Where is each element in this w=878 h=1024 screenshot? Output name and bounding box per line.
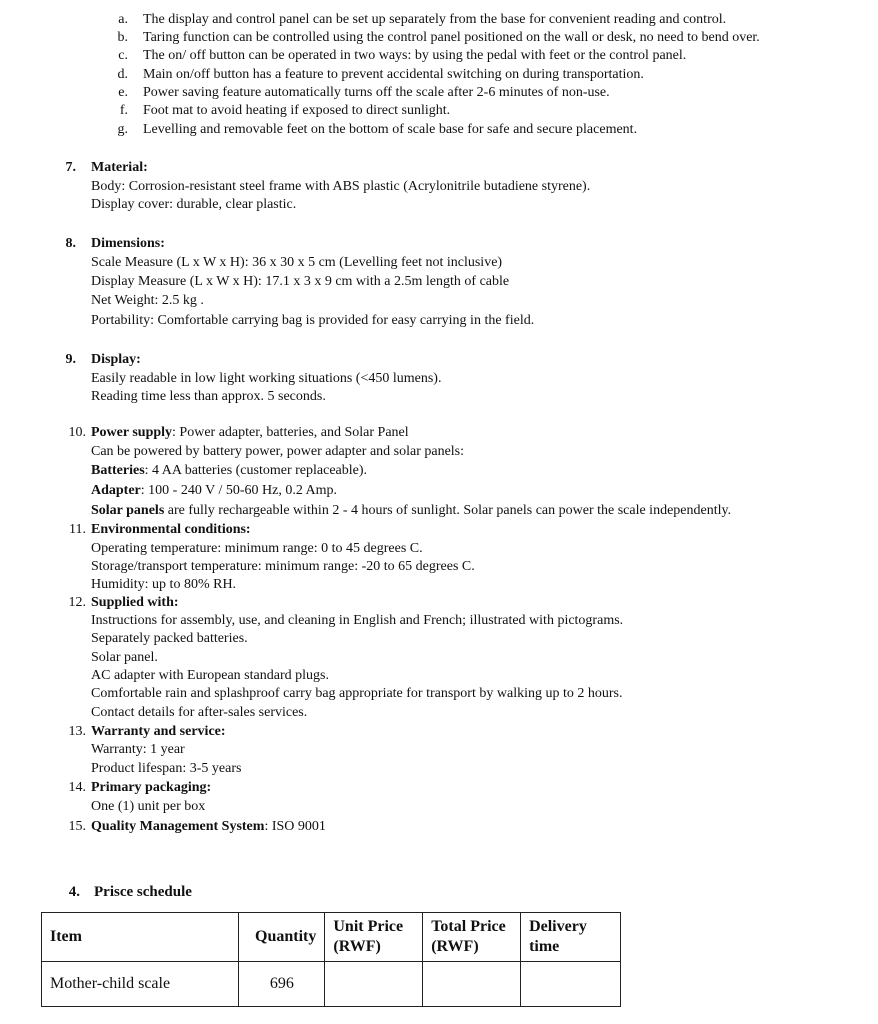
feature-text: Power saving feature automatically turns off the scale after 2-6 minutes of non-use. bbox=[143, 85, 610, 100]
section-line: Contact details for after-sales services. bbox=[91, 705, 308, 720]
adapter-text: : 100 - 240 V / 50-60 Hz, 0.2 Amp. bbox=[140, 483, 338, 498]
schedule-number: 4. bbox=[68, 884, 80, 900]
price-schedule-table bbox=[41, 912, 621, 1007]
header-total-price-line1: Total Price bbox=[431, 918, 506, 935]
section-title: Warranty and service: bbox=[91, 724, 226, 739]
section-line: Separately packed batteries. bbox=[91, 631, 248, 646]
header-quantity bbox=[239, 913, 325, 962]
section-title: Primary packaging: bbox=[91, 780, 212, 795]
header-quantity-label: Quantity bbox=[255, 928, 317, 945]
section-line: Storage/transport temperature: minimum range: -20 to 65 degrees C. bbox=[91, 559, 475, 574]
cell-delivery-time bbox=[521, 962, 621, 1007]
header-delivery-line1: Delivery bbox=[529, 918, 587, 935]
section-line: Display cover: durable, clear plastic. bbox=[91, 197, 297, 212]
section-title: Environmental conditions: bbox=[91, 522, 251, 537]
section-title-rest: : ISO 9001 bbox=[264, 819, 326, 834]
section-line bbox=[91, 482, 337, 500]
section-line: Reading time less than approx. 5 seconds. bbox=[91, 389, 326, 404]
header-delivery-line2: time bbox=[529, 938, 560, 955]
header-item-label: Item bbox=[50, 928, 82, 945]
section-line bbox=[91, 502, 731, 520]
label-adapter: Adapter bbox=[91, 483, 141, 498]
section-line: Instructions for assembly, use, and cleaning in English and French; illustrated with pictograms. bbox=[91, 613, 624, 628]
section-line: Easily readable in low light working situations (<450 lumens). bbox=[91, 371, 442, 386]
header-total-price-line2: (RWF) bbox=[431, 938, 479, 955]
section-title-rest: : Power adapter, batteries, and Solar Panel bbox=[172, 425, 409, 440]
section-number: 9. bbox=[65, 352, 76, 367]
header-unit-price-line2: (RWF) bbox=[333, 938, 381, 955]
feature-text: The display and control panel can be set up separately from the base for convenient reading and control. bbox=[143, 12, 727, 27]
table-row bbox=[42, 962, 621, 1007]
header-unit-price bbox=[325, 913, 423, 962]
batteries-text: : 4 AA batteries (customer replaceable). bbox=[144, 463, 368, 478]
label-solar-panels: Solar panels bbox=[91, 503, 165, 518]
solar-panels-text: are fully rechargeable within 2 - 4 hours of sunlight. Solar panels can power the scale independently. bbox=[164, 503, 732, 518]
feature-text: Levelling and removable feet on the bottom of scale base for safe and secure placement. bbox=[143, 122, 638, 137]
section-line: Solar panel. bbox=[91, 650, 158, 665]
section-title: Display: bbox=[91, 352, 141, 367]
cell-item: Mother-child scale bbox=[42, 962, 239, 1007]
section-line: Can be powered by battery power, power adapter and solar panels: bbox=[91, 444, 465, 459]
section-title bbox=[91, 424, 409, 442]
section-number: 7. bbox=[65, 160, 76, 175]
section-number: 12. bbox=[68, 595, 86, 610]
feature-letter: f. bbox=[119, 103, 128, 118]
label-batteries: Batteries bbox=[91, 463, 145, 478]
section-number: 10. bbox=[68, 425, 86, 440]
table-header-row bbox=[42, 913, 621, 962]
section-line: Humidity: up to 80% RH. bbox=[91, 577, 237, 592]
feature-text: Main on/off button has a feature to prevent accidental switching on during transportation. bbox=[143, 67, 644, 82]
feature-letter: b. bbox=[117, 30, 128, 45]
feature-text: Foot mat to avoid heating if exposed to direct sunlight. bbox=[143, 103, 451, 118]
section-number: 14. bbox=[68, 780, 86, 795]
section-line: Body: Corrosion-resistant steel frame with ABS plastic (Acrylonitrile butadiene styrene). bbox=[91, 179, 591, 194]
section-number: 8. bbox=[65, 236, 76, 251]
section-number: 11. bbox=[69, 522, 86, 537]
section-line: Operating temperature: minimum range: 0 to 45 degrees C. bbox=[91, 541, 423, 556]
feature-letter: e. bbox=[118, 85, 128, 100]
section-line: Display Measure (L x W x H): 17.1 x 3 x 9 cm with a 2.5m length of cable bbox=[91, 274, 510, 289]
feature-text: The on/ off button can be operated in two ways: by using the pedal with feet or the control panel. bbox=[143, 48, 687, 63]
header-delivery-time bbox=[521, 913, 621, 962]
section-number: 13. bbox=[68, 724, 86, 739]
section-line: Portability: Comfortable carrying bag is provided for easy carrying in the field. bbox=[91, 313, 535, 328]
section-title: Supplied with: bbox=[91, 595, 179, 610]
section-line: Net Weight: 2.5 kg . bbox=[91, 293, 204, 308]
section-title: Dimensions: bbox=[91, 236, 165, 251]
feature-letter: c. bbox=[118, 48, 128, 63]
feature-letter: d. bbox=[117, 67, 128, 82]
section-line: Scale Measure (L x W x H): 36 x 30 x 5 cm (Levelling feet not inclusive) bbox=[91, 255, 503, 270]
header-unit-price-line1: Unit Price bbox=[333, 918, 404, 935]
cell-unit-price bbox=[325, 962, 423, 1007]
cell-quantity: 696 bbox=[239, 962, 325, 1007]
section-line: AC adapter with European standard plugs. bbox=[91, 668, 329, 683]
cell-total-price bbox=[423, 962, 521, 1007]
section-number: 15. bbox=[68, 819, 86, 834]
feature-letter: g. bbox=[117, 122, 128, 137]
section-line: Warranty: 1 year bbox=[91, 742, 185, 757]
schedule-title: Prisce schedule bbox=[94, 884, 192, 900]
section-title-bold: Quality Management System bbox=[91, 819, 265, 834]
section-title-bold: Power supply bbox=[91, 425, 173, 440]
section-line: One (1) unit per box bbox=[91, 799, 206, 814]
feature-letter: a. bbox=[118, 12, 128, 27]
section-line: Comfortable rain and splashproof carry bag appropriate for transport by walking up to 2 hours. bbox=[91, 686, 623, 701]
header-total-price bbox=[423, 913, 521, 962]
header-item bbox=[42, 913, 239, 962]
section-line bbox=[91, 462, 367, 480]
section-line: Product lifespan: 3-5 years bbox=[91, 761, 242, 776]
feature-text: Taring function can be controlled using the control panel positioned on the wall or desk, no need to bend over. bbox=[143, 30, 760, 45]
section-title bbox=[91, 818, 326, 836]
section-title: Material: bbox=[91, 160, 148, 175]
